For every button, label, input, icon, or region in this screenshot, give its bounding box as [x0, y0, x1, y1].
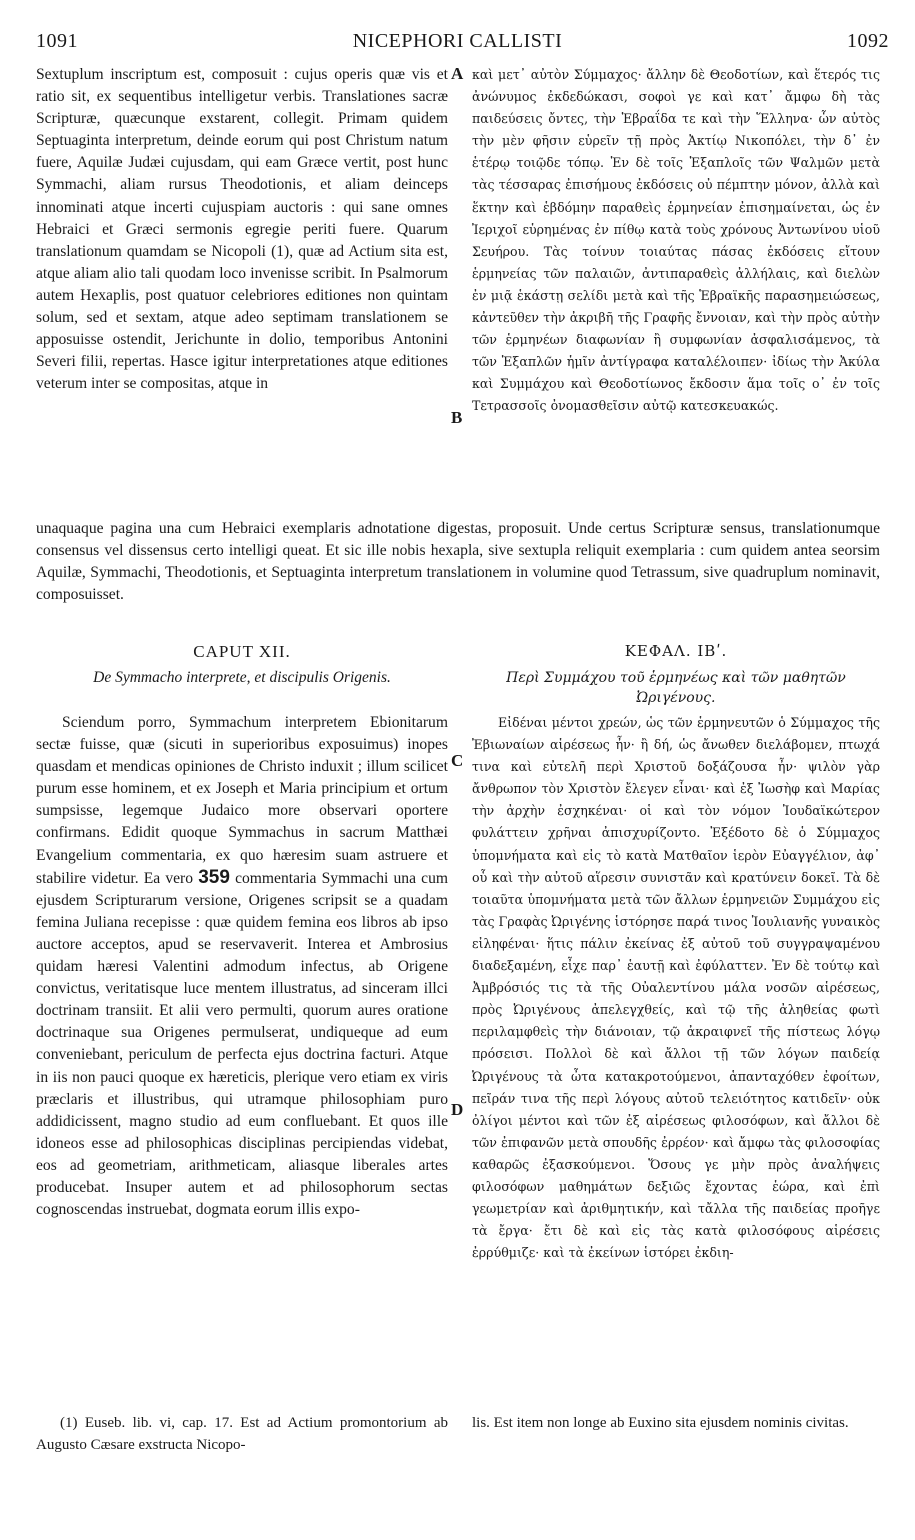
margin-mark-b: B [451, 408, 463, 427]
latin-body-part-1: Sciendum porro, Symmachum interpretem Ebionitarum sectæ fuisse, quæ (sicuti in superioribus exposuimus) inopes quasdam et mendicas opiniones de Christo induxit ; illum scilicet purum esse hominem, et ex Joseph et Maria principium et ortum sumpsisse, legemque Judaico more observari oportere confirmans. Edidit quoque Symmachus in sacrum Matthæi Evangelium commentaria, ex quo hæresim suam astruere et stabilire videtur. Ea vero [36, 714, 448, 887]
running-title: NICEPHORI CALLISTI [352, 30, 563, 52]
latin-body-part-2: commentaria Symmachi una cum ejusdem Scripturarum versione, Origenes scripsit se a quadam femina Juliana recepisse : quæ quidem femina eos libros ab ipso auctore acceptos, apud se reservaverit. Interea et Ambrosius quidam hæresi Valentini admodum infectus, ab Origene convictus, veritatisque luce mentem illustratus, ad sinceram illci doctrinam transiit. Et alii vero permulti, quorum aures oratione doctrinaque sua Origenes permulserat, undiqueque ad eum conveniebant, periculum de perfecta ejus doctrina facturi. Atque in iis non pauci quoque ex hæreticis, plerique vero etiam ex viris præclaris et illustribus, qui utramque philosophiam puro addidicissent, magno studio ad eum confluebant. Et quos ille idoneos esse ad philosophicas disciplinas percipiendas videbat, eos ad geometriam, arithmeticam, aliasque liberales artes producebat. Insuper autem et ad philosophorum sectas cognoscendas instruebat, dogmata eorum illis expo- [36, 869, 448, 1219]
page-marker-number: 359 [198, 866, 230, 888]
footnote-continuation: lis. Est item non longe ab Euxino sita ejusdem nominis civitas. [472, 1415, 849, 1431]
margin-mark-a: A [451, 64, 464, 83]
page-number-right: 1092 [847, 30, 889, 52]
latin-column-top: Sextuplum inscriptum est, composuit : cujus operis quæ vis et ratio sit, ex sequentibus intelligetur verbis. Translationes sacræ Scripturæ, quæcunque exstarent, collegit. Primam quidem Septuaginta interpretum, deinde eorum qui post Christum natum fuere, Aquilæ Judæi cujusdam, qui eam Græce vertit, post hunc Symmachi, aliam rursus Theodotionis, et aliam deinceps innominati atque incerti cujuspiam auctoris : qui sane omnes Hebraici et Græci sermonis egregie periti fuere. Quarum translationum quamdam se Nicopoli (1), quæ ad Actium sita est, atque aliam alio tali quodam loco invenisse scribit. In Psalmorum autem Hexaplis, post quatuor celebriores editiones non quintam solum, sed et sextam, atque adeo septimam translationem se apposuisse ostendit, Jerichunte in dolio, temporibus Antonini Severi filii, repertas. Hasce igitur interpretationes atque editiones veterum inter se compositas, atque in [36, 66, 448, 393]
chapter-title-latin: CAPUT XII. [193, 642, 291, 661]
chapter-subtitle-latin: De Symmacho interprete, et discipulis Origenis. [93, 669, 391, 686]
page-number-left: 1091 [36, 30, 78, 52]
chapter-subtitle-greek: Περὶ Συμμάχου τοῦ ἑρμηνέως καὶ τῶν μαθητῶν Ὠριγένους. [506, 670, 846, 706]
margin-mark-d: D [451, 1100, 464, 1119]
chapter-title-greek: ΚΕΦΑΛ. ΙΒʹ. [624, 642, 728, 660]
greek-column-top: καὶ μετ᾿ αὐτὸν Σύμμαχος· ἄλλην δὲ Θεοδοτίων, καὶ ἕτερός τις ἀνώνυμος ἐκδεδώκασι, σοφοὶ γε καὶ κατ᾿ ἄμφω δὴ τὰς παιδεύσεις ὄντες, τὴν Ἑβραΐδα τε καὶ τὴν Ἕλληνα· ὧν αὐτὸς τὴν μὲν φῆσιν εὑρεῖν τῇ πρὸς Ἀκτίῳ Νικοπόλει, τὴν δ᾿ ἐν ἑτέρῳ τοιῷδε τόπῳ. Ἐν δὲ τοῖς Ἑξαπλοῖς τῶν Ψαλμῶν μετὰ τὰς τέσσαρας ἐπισήμους ἐκδόσεις οὐ πέμπτην μόνον, ἀλλὰ καὶ ἕκτην καὶ ἑβδόμην παραθεὶς ἑρμηνείαν ἐπισημαίνεται, ὡς ἐν Ἰεριχοῖ εὑρημένας ἐν πίθῳ κατὰ τοὺς χρόνους Ἀντωνίνου υἱοῦ Σευήρου. Τὰς τοίνυν τοιαύτας πάσας ἐκδόσεις εἴτουν ἑρμηνείας τῶν παλαιῶν, ἀντιπαραθεὶς ἀλλήλαις, καὶ διελὼν ἐν μιᾷ ἑκάστῃ σελίδι μετὰ καὶ τῆς Ἑβραϊκῆς παρασημειώσεως, κἀντεῦθεν τὴν ἀκριβῆ τῆς Γραφῆς ἔννοιαν, καὶ τὴν πρὸς αὐτὴν τῶν ἑρμηνέων διαφωνίαν ἢ συμφωνίαν ἀσφαλισάμενος, τὰ τῶν Ἑξαπλῶν ἡμῖν ἀντίγραφα καταλέλοιπεν· ἰδίως τὴν Ἀκύλα καὶ Συμμάχου καὶ Θεοδοτίωνος ἔκδοσιν ἅμα τοῖς ο᾿ ἐν τοῖς Τετρασσοῖς ὀνομασθεῖσιν αὐτῷ κατεσκευακώς. [472, 67, 880, 414]
footnote: (1) Euseb. lib. vi, cap. 17. Est ad Actium promontorium ab Augusto Cæsare exstructa Nicopo- [36, 1415, 448, 1453]
full-width-paragraph: unaquaque pagina una cum Hebraici exemplaris adnotatione digestas, proposuit. Unde certus Scripturæ sensus, translationumque consensus vel dissensus certo intelligi queat. Et sic ille nobis hexapla, sive sextupla reliquit exemplaria : cum quidem antea seorsim Aquilæ, Symmachi, Theodotionis, et Septuaginta interpretum translationem in volumine quod Tetrassum, sive quadruplum nominavit, composuisset. [36, 520, 880, 604]
latin-chapter-body [36, 712, 448, 1402]
margin-mark-c: C [451, 751, 464, 770]
greek-chapter-body: Εἰδέναι μέντοι χρεών, ὡς τῶν ἑρμηνευτῶν ὁ Σύμμαχος τῆς Ἐβιωναίων αἱρέσεως ἦν· ἢ δή, ὡς ἄνωθεν διελάβομεν, πτωχά τινα καὶ εὐτελῆ περὶ Χριστοῦ δοξάζουσα ἦν· ψιλὸν γὰρ ἄνθρωπον τὸν Χριστὸν ἔλεγεν εἶναι· καὶ ἐξ Ἰωσὴφ καὶ Μαρίας τὴν ἀρχὴν ἐσχηκέναι· οἱ καὶ τὸν νόμον Ἰουδαϊκώτερον φυλάττειν χρῆναι ἀπισχυρίζοντο. Ἐξέδοτο δὲ ὁ Σύμμαχος ὑπομνήματα καὶ εἰς τὸ κατὰ Ματθαῖον ἱερὸν Εὐαγγέλιον, ἀφ᾿ οὗ καὶ τὴν αὐτοῦ αἵρεσιν συνιστᾶν καὶ κρατύνειν δοκεῖ. Τὰ δὲ τοιαῦτα ὑπομνήματα μετὰ τῶν ἄλλων ἑρμηνειῶν Συμμάχου εἰς τὰς Γραφὰς Ὠριγένης ἱστόρησε παρά τινος Ἰουλιανῆς γυναικὸς εἰληφέναι· ἥτις πάλιν ἐκείνας ἐξ αὐτοῦ τοῦ συγγραψαμένου διαδεξαμένη, εἶχε παρ᾿ ἑαυτῇ καὶ ἐφύλαττεν. Ἐν δὲ τούτῳ καὶ Ἀμβρόσιός τις τὰ τῆς Οὐαλεντίνου μάλα νοσῶν αἱρέσεως, πρὸς Ὠριγένους ἀπελεγχθείς, καὶ τῷ τῆς ἀληθείας φωτὶ περιλαμφθεὶς τὴν διάνοιαν, τῷ ἀκραιφνεῖ τῆς πίστεως λόγῳ πρόσεισι. Πολλοὶ δὲ καὶ ἄλλοι τῇ τῶν λόγων παιδείᾳ Ὠριγένους τὰ ὦτα κατακροτούμενοι, ἁπανταχόθεν ἐφοίτων, πεῖράν τινα τῆς περὶ λόγους αὐτοῦ τελειότητος κατιδεῖν· οὐκ ὀλίγοι μέντοι καὶ τῶν ἐξ αἱρέσεως φιλοσόφων, καὶ ἄλλοι δὲ τῶν ἐπιφανῶν μετὰ σπουδῆς ἐρρέον· καὶ ἄμφω τὰς φιλοσοφίας καθαρῶς ἐξασκούμενοι. Ὅσους γε μὴν πρὸς ἀναλήψεις φιλοσόφων μαθημάτων δεξιῶς ἔχοντας ἑώρα, καὶ ἐπὶ γεωμετρίαν καὶ ἀριθμητικήν, καὶ τἄλλα τῆς παιδείας προῆγε τὰ ἔργα· ἔτι δὲ καὶ εἰς τὰς κατὰ φιλοσόφους αἱρέσεις ἐρρύθμιζε· καὶ τὰ ἐκείνων ἱστόρει ἐκδιη- [472, 715, 880, 1261]
